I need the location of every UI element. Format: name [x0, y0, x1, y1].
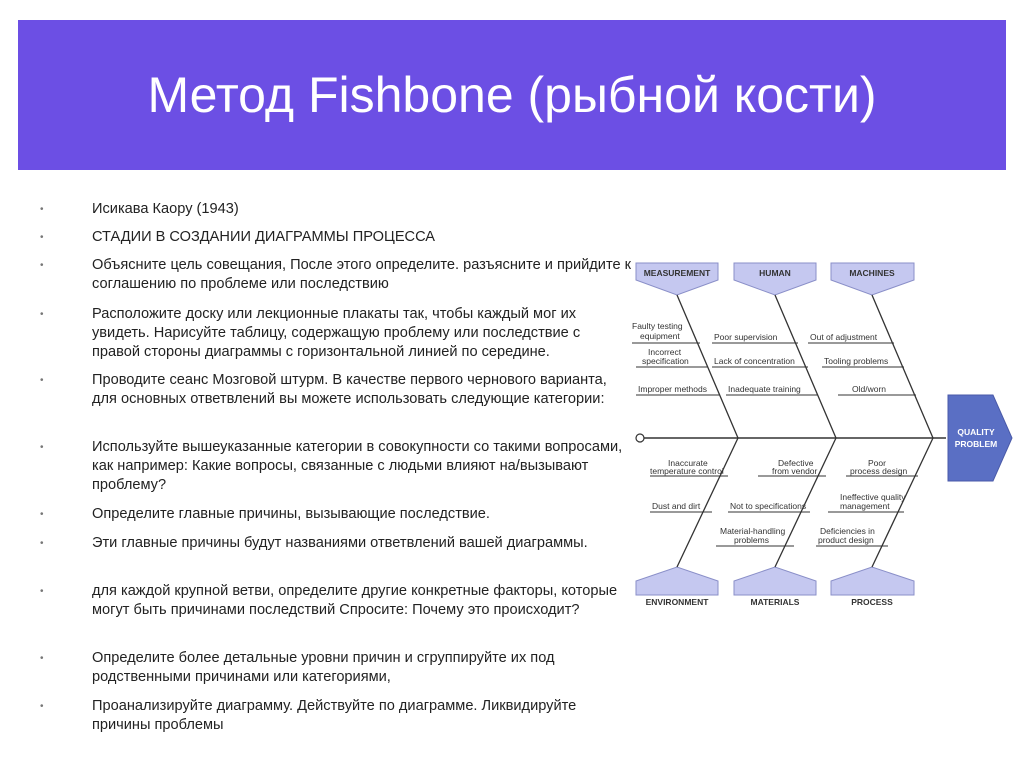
bullet-text: Определите главные причины, вызывающие последствие. — [92, 506, 490, 522]
cause-label: problems — [734, 535, 769, 545]
bullet-text: Определите более детальные уровни причин и сгруппируйте их под родственными причинами или категориями, — [92, 650, 555, 685]
category-box-environment — [636, 567, 718, 595]
cause-label: equipment — [640, 331, 680, 341]
cause-label: management — [840, 501, 890, 511]
category-measurement: MEASUREMENT — [643, 268, 711, 278]
bullet-marker: • — [40, 375, 44, 386]
bullet-marker: • — [40, 309, 44, 320]
bullet-text: СТАДИИ В СОЗДАНИИ ДИАГРАММЫ ПРОЦЕССА — [92, 229, 436, 245]
effect-label-line2: PROBLEM — [954, 439, 998, 449]
category-environment: ENVIRONMENT — [645, 597, 709, 607]
cause-label: Inaccurate — [668, 458, 708, 468]
cause-label: Deficiencies in — [820, 526, 875, 536]
slide-title: Метод Fishbone (рыбной кости) — [147, 67, 877, 123]
bullet-text: Проводите сеанс Мозговой штурм. В качестве первого чернового варианта, для основных ответвлений вы можете использовать следующие категории: — [92, 372, 607, 407]
cause-label: Inadequate training — [728, 384, 801, 394]
bullet-text: Объясните цель совещания, После этого определите. разъясните и прийдите к соглашению по проблеме или последствию — [92, 257, 632, 292]
bullet-marker: • — [40, 232, 44, 243]
bullet-marker: • — [40, 586, 44, 597]
bullet-marker: • — [40, 442, 44, 453]
fishbone-svg — [628, 255, 1016, 620]
cause-label: Improper methods — [638, 384, 707, 394]
cause-label: Not to specifications — [730, 501, 807, 511]
category-materials: MATERIALS — [750, 597, 800, 607]
cause-label: Out of adjustment — [810, 332, 878, 342]
bullet-marker: • — [40, 701, 44, 712]
cause-label: Defective — [778, 458, 814, 468]
cause-label: Faulty testing — [632, 321, 683, 331]
effect-box — [948, 395, 1012, 481]
bullet-marker: • — [40, 509, 44, 520]
cause-label: specification — [642, 356, 689, 366]
cause-label: Dust and dirt — [652, 501, 701, 511]
bullet-marker: • — [40, 538, 44, 549]
spine-start-circle — [636, 434, 644, 442]
bullet-text: Исикава Каору (1943) — [92, 201, 239, 217]
bullet-text: Проанализируйте диаграмму. Действуйте по диаграмме. Ликвидируйте причины проблемы — [92, 698, 577, 733]
category-process: PROCESS — [851, 597, 893, 607]
bullet-text: Эти главные причины будут названиями ответвлений вашей диаграммы. — [92, 535, 588, 551]
bullet-text: для каждой крупной ветви, определите другие конкретные факторы, которые могут быть причинами последствий Спросите: Почему это происходит? — [92, 583, 618, 618]
cause-label: Material-handling — [720, 526, 786, 536]
cause-label: Poor supervision — [714, 332, 778, 342]
bullet-marker: • — [40, 260, 44, 271]
fishbone-diagram — [628, 255, 1016, 620]
bullet-marker: • — [40, 204, 44, 215]
bullet-marker: • — [40, 653, 44, 664]
cause-label: Lack of concentration — [714, 356, 795, 366]
cause-label: Ineffective quality — [840, 492, 906, 502]
cause-label: Incorrect — [648, 347, 682, 357]
bullet-text: Расположите доску или лекционные плакаты так, чтобы каждый мог их увидеть. Нарисуйте таблицу, содержащую проблему или последствие с правой стороны диаграммы с горизонтальной линией по середине. — [92, 306, 581, 360]
category-box-materials — [734, 567, 816, 595]
category-machines: MACHINES — [849, 268, 895, 278]
category-human: HUMAN — [759, 268, 791, 278]
category-box-process — [831, 567, 914, 595]
cause-label: product design — [818, 535, 874, 545]
cause-label: Tooling problems — [824, 356, 889, 366]
cause-label: process design — [850, 466, 908, 476]
cause-label: temperature control — [650, 466, 724, 476]
cause-label: from vendor — [772, 466, 818, 476]
cause-label: Poor — [868, 458, 886, 468]
bullet-text: Используйте вышеуказанные категории в совокупности со такими вопросами, как например: Какие вопросы, связанные с людьми влияют на/вызывают проблему? — [92, 439, 623, 493]
effect-label-line1: QUALITY — [957, 427, 995, 437]
cause-label: Old/worn — [852, 384, 887, 394]
